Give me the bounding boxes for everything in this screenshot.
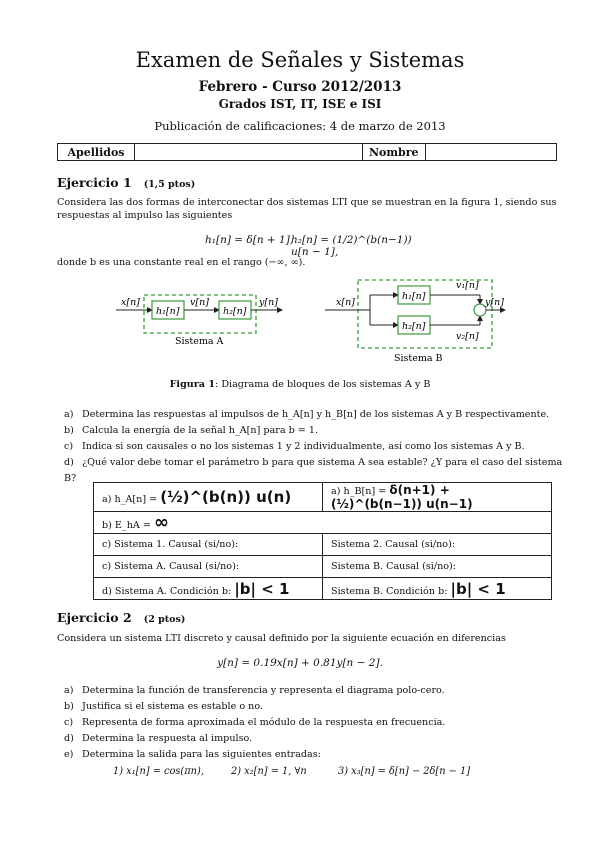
- label-v1: v₁[n]: [456, 280, 479, 291]
- handwritten-answer: (½)^(b(n)) u(n): [160, 488, 292, 506]
- ex2-title: Ejercicio 2: [57, 610, 132, 625]
- label-sistema-a: Sistema A: [175, 336, 224, 347]
- list-item: a) Determina la función de transferencia y representa el diagrama polo-cero.: [64, 685, 445, 696]
- answer-dB[interactable]: Sistema B. Condición b: |b| < 1: [323, 578, 552, 600]
- answer-dA[interactable]: d) Sistema A. Condición b: |b| < 1: [94, 578, 323, 600]
- ex2-heading: [57, 610, 185, 625]
- answer-a-left[interactable]: a) h_A[n] = (½)^(b(n)) u(n): [94, 483, 323, 512]
- ex1-points: (1,5 ptos): [143, 179, 196, 190]
- answer-cB[interactable]: Sistema B. Causal (si/no):: [323, 556, 552, 578]
- exam-title: Examen de Señales y Sistemas: [135, 48, 465, 72]
- label-h1-a: h₁[n]: [156, 306, 180, 317]
- handwritten-answer: δ(n+1) + (½)^(b(n−1)) u(n−1): [331, 483, 473, 511]
- label-y-a: y[n]: [259, 297, 278, 308]
- label-sistema-b: Sistema B: [394, 353, 443, 364]
- handwritten-answer: |b| < 1: [450, 579, 506, 598]
- answer-cA[interactable]: c) Sistema A. Causal (si/no):: [94, 556, 323, 578]
- input-x2: 2) x₂[n] = 1, ∀n: [231, 766, 307, 777]
- ex2-questions: [64, 683, 564, 763]
- label-h2-a: h₂[n]: [223, 306, 247, 317]
- eq-h1: h₁[n] = δ[n + 1],: [205, 234, 294, 246]
- name-label: Nombre: [363, 144, 426, 161]
- figure-caption: [0, 378, 600, 391]
- ex2-points: (2 ptos): [143, 614, 186, 625]
- ex1-b-range: donde b es una constante real en el rango (−∞, ∞).: [57, 257, 306, 268]
- name-box: [57, 143, 557, 161]
- list-item: b) Calcula la energía de la señal h_A[n] para b = 1.: [64, 425, 319, 436]
- list-item: a) Determina las respuestas al impulsos de h_A[n] y h_B[n] de los sistemas A y B respectivamente.: [64, 409, 550, 420]
- figure-caption-text: : Diagrama de bloques de los sistemas A y B: [215, 379, 431, 390]
- surname-label: Apellidos: [58, 144, 135, 161]
- list-item: c) Representa de forma aproximada el módulo de la respuesta en frecuencia.: [64, 717, 446, 728]
- publication-date: Publicación de calificaciones: 4 de marzo de 2013: [154, 119, 446, 133]
- ex1-equation: [205, 228, 420, 258]
- answer-b[interactable]: b) E_hA = ∞: [94, 512, 552, 534]
- name-field[interactable]: [425, 144, 556, 161]
- label-x-a: x[n]: [121, 297, 140, 308]
- label-y-b: y[n]: [485, 297, 504, 308]
- ex2-equation: y[n] = 0.19x[n] + 0.81y[n − 2].: [217, 657, 383, 669]
- exam-subtitle: Febrero - Curso 2012/2013: [198, 79, 402, 95]
- handwritten-answer: |b| < 1: [234, 579, 290, 598]
- label-x-b: x[n]: [336, 297, 355, 308]
- input-x3: 3) x₃[n] = δ[n] − 2δ[n − 1]: [338, 766, 471, 777]
- system-a-diagram: [116, 295, 282, 347]
- label-h1-b: h₁[n]: [402, 291, 426, 302]
- degree-list: Grados IST, IT, ISE e ISI: [218, 97, 382, 111]
- answer-c1[interactable]: c) Sistema 1. Causal (si/no):: [94, 534, 323, 556]
- ex1-intro: Considera las dos formas de interconectar dos sistemas LTI que se muestran en la figura 1, siendo sus respuestas al impulso las siguientes: [57, 197, 557, 221]
- system-b-diagram: [325, 280, 505, 364]
- handwritten-answer: ∞: [154, 512, 169, 533]
- ex2-intro: Considera un sistema LTI discreto y causal definido por la siguiente ecuación en diferencias: [57, 633, 506, 644]
- block-diagram: [0, 270, 600, 366]
- surname-field[interactable]: [135, 144, 363, 161]
- list-item: d) Determina la respuesta al impulso.: [64, 733, 253, 744]
- list-item: d) ¿Qué valor debe tomar el parámetro b para que sistema A sea estable? ¿Y para el caso del sistema B?: [64, 457, 563, 484]
- ex1-title: Ejercicio 1: [57, 175, 132, 190]
- input-x1: 1) x₁[n] = cos(πn),: [113, 766, 204, 777]
- answer-a-right[interactable]: a) h_B[n] = δ(n+1) + (½)^(b(n−1)) u(n−1): [323, 483, 552, 512]
- label-v: v[n]: [190, 297, 209, 308]
- answer-c2[interactable]: Sistema 2. Causal (si/no):: [323, 534, 552, 556]
- list-item: b) Justifica si el sistema es estable o no.: [64, 701, 263, 712]
- ex1-questions: [64, 407, 564, 487]
- ex1-heading: [57, 175, 195, 190]
- eq-h2: h₂[n] = (1/2)^(b(n−1)) u[n − 1],: [291, 234, 412, 258]
- label-v2: v₂[n]: [456, 331, 479, 342]
- label-h2-b: h₂[n]: [402, 321, 426, 332]
- list-item: c) Indica si son causales o no los sistemas 1 y 2 individualmente, así como los sistemas A y B.: [64, 441, 525, 452]
- list-item: e) Determina la salida para las siguientes entradas:: [64, 749, 321, 760]
- answer-table: [93, 482, 552, 600]
- figure-caption-label: Figura 1: [169, 379, 216, 390]
